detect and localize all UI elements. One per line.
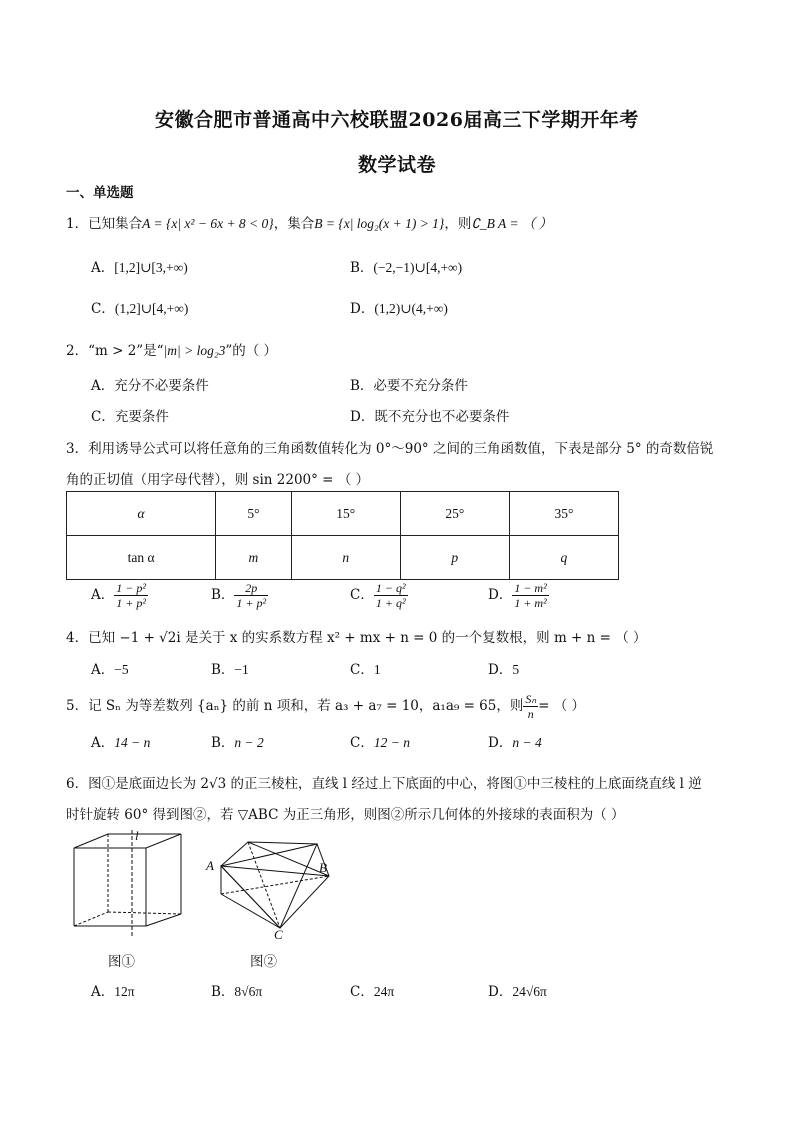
fraction-numerator: Sₙ	[525, 692, 537, 706]
solid-edge	[221, 894, 280, 928]
option-label: B．	[350, 378, 374, 394]
option-a	[91, 658, 129, 678]
option-label: C．	[91, 301, 115, 317]
option-value: 14 − n	[114, 735, 151, 750]
table-row	[67, 492, 619, 536]
option-label: D．	[488, 662, 513, 678]
question-number: 6．	[66, 776, 89, 792]
question-6	[66, 772, 702, 792]
option-value: n − 4	[512, 735, 542, 750]
option-label: C．	[350, 662, 374, 678]
option-label: B．	[211, 662, 235, 678]
set-a-expression: A = {x| x² − 6x + 8 < 0}	[142, 216, 274, 231]
prism-hidden-edge	[108, 912, 181, 914]
set-b-expression: B = {x| log₂(x + 1) > 1}	[314, 216, 445, 231]
option-value: −1	[234, 662, 249, 677]
question-number: 3．	[66, 441, 89, 457]
option-a	[91, 374, 209, 394]
point-b-label: B	[319, 860, 327, 875]
option-fraction	[234, 581, 268, 610]
fraction-denominator: 1 + p²	[116, 596, 146, 610]
sn-over-n-fraction	[523, 692, 538, 721]
table-cell: 35°	[509, 492, 618, 536]
option-b	[350, 374, 468, 394]
option-value: 24√6π	[512, 984, 547, 999]
complement-expression: ∁_B A = （ ）	[471, 216, 553, 231]
question-text: “m > 2”是“	[88, 343, 164, 359]
option-c	[350, 658, 381, 678]
option-value: 5	[512, 662, 520, 677]
option-a	[91, 256, 188, 276]
prism-hidden-edge	[74, 912, 108, 926]
option-label: A．	[91, 587, 115, 603]
option-value: 1	[373, 662, 381, 677]
option-a	[91, 980, 135, 1000]
prism-top-face	[74, 834, 181, 848]
table-cell: 15°	[291, 492, 400, 536]
condition-expression: |m| > log₂3	[163, 343, 226, 358]
option-value: 8√6π	[234, 984, 263, 999]
fraction-denominator: 1 + q²	[375, 596, 406, 610]
question-text: 记 Sₙ 为等差数列 {aₙ} 的前 n 项和，若 a₃ + a₇ = 10，a₁a₉ = 65，则	[88, 698, 524, 714]
option-a	[91, 731, 150, 751]
option-d	[488, 658, 519, 678]
option-label: D．	[488, 587, 513, 603]
option-value: 充分不必要条件	[114, 378, 209, 394]
option-value: [1,2]∪[3,+∞)	[114, 260, 188, 275]
table-cell: 5°	[216, 492, 291, 536]
question-5	[66, 692, 585, 721]
option-label: A．	[91, 378, 115, 394]
option-label: B．	[350, 260, 374, 276]
option-d	[350, 297, 448, 317]
section-heading: 一、单选题	[66, 185, 134, 201]
question-text: ，则	[444, 216, 472, 232]
option-value: 24π	[373, 984, 395, 999]
table-cell: p	[400, 536, 509, 580]
fraction-denominator: 1 + m²	[514, 596, 547, 610]
question-text: ”的（ ）	[225, 343, 278, 359]
solid-edge	[248, 842, 329, 876]
question-number: 4．	[66, 630, 89, 646]
fraction-numerator: 1 − m²	[514, 581, 547, 595]
option-b	[350, 256, 462, 276]
page-subtitle: 数学试卷	[357, 154, 436, 176]
option-label: D．	[488, 984, 513, 1000]
fraction-numerator: 2p	[234, 581, 268, 596]
option-b	[211, 658, 249, 678]
option-d	[488, 731, 542, 751]
figure-1-prism	[66, 830, 196, 948]
figure-2-caption: 图②	[250, 954, 277, 970]
question-number: 1．	[66, 216, 89, 232]
option-label: A．	[91, 984, 115, 1000]
option-b	[211, 980, 262, 1000]
question-text: = （ ）	[538, 698, 586, 714]
table-row	[67, 536, 619, 580]
page-title: 安徽合肥市普通高中六校联盟2026届高三下学期开年考	[155, 109, 639, 131]
question-6-line2: 时针旋转 60° 得到图②，若 ▽ABC 为正三角形，则图②所示几何体的外接球的表面积为（ ）	[66, 807, 625, 823]
question-3	[66, 437, 713, 457]
figure-1-caption: 图①	[108, 954, 135, 970]
fraction-denominator: n	[527, 707, 534, 721]
table-cell: n	[291, 536, 400, 580]
question-text: 已知集合	[88, 216, 143, 232]
table-cell: tan α	[67, 536, 216, 580]
option-c	[350, 581, 408, 610]
question-number: 2．	[66, 343, 89, 359]
option-label: A．	[91, 260, 115, 276]
option-label: C．	[350, 587, 374, 603]
option-value: 12 − n	[373, 735, 410, 750]
prism-edge	[146, 914, 181, 926]
triangle-abc	[221, 844, 317, 928]
option-value: n − 2	[234, 735, 264, 750]
question-text: 利用诱导公式可以将任意角的三角函数值转化为 0°～90° 之间的三角函数值，下表是部分 5° 的奇数倍锐	[88, 441, 714, 457]
option-value: −5	[114, 662, 129, 677]
solid-hidden-edge	[221, 876, 329, 894]
fraction-numerator: 1 − p²	[116, 581, 146, 595]
option-value: 12π	[114, 984, 135, 999]
question-1	[66, 212, 552, 232]
option-c	[91, 405, 169, 425]
point-a-label: A	[206, 858, 214, 873]
solid-edge	[221, 866, 329, 876]
option-c	[350, 980, 394, 1000]
option-label: D．	[350, 409, 375, 425]
option-fraction	[114, 581, 148, 610]
option-label: B．	[211, 587, 235, 603]
table-cell: m	[216, 536, 291, 580]
question-4	[66, 626, 647, 646]
question-2	[66, 339, 277, 359]
option-label: C．	[91, 409, 115, 425]
option-label: A．	[91, 735, 115, 751]
option-value: 必要不充分条件	[373, 378, 468, 394]
table-cell: α	[67, 492, 216, 536]
option-value: (−2,−1)∪[4,+∞)	[373, 260, 463, 275]
question-text: 已知 −1 + √2i 是关于 x 的实系数方程 x² + mx + n = 0 的一个复数根，则 m + n = （ ）	[88, 630, 647, 646]
figure-2-solid	[204, 836, 344, 940]
option-value: (1,2]∪[4,+∞)	[114, 301, 189, 316]
fraction-denominator: 1 + p²	[236, 596, 267, 610]
table-cell: q	[509, 536, 618, 580]
question-text: ，集合	[273, 216, 315, 232]
option-fraction	[512, 581, 548, 610]
option-label: C．	[350, 984, 374, 1000]
option-value: 既不充分也不必要条件	[374, 409, 510, 425]
option-label: A．	[91, 662, 115, 678]
option-c	[350, 731, 410, 751]
question-3-line2: 角的正切值（用字母代替），则 sin 2200° = （ ）	[66, 472, 370, 488]
option-label: D．	[350, 301, 375, 317]
option-fraction	[374, 581, 408, 610]
option-label: D．	[488, 735, 513, 751]
option-c	[91, 297, 188, 317]
option-b	[211, 581, 268, 610]
option-label: B．	[211, 735, 235, 751]
option-d	[350, 405, 509, 425]
question-number: 5．	[66, 698, 89, 714]
point-c-label: C	[274, 927, 283, 940]
option-label: C．	[350, 735, 374, 751]
solid-hidden-edge	[248, 842, 280, 928]
option-value: (1,2)∪(4,+∞)	[374, 301, 448, 316]
option-d	[488, 581, 549, 610]
option-value: 充要条件	[114, 409, 169, 425]
table-cell: 25°	[400, 492, 509, 536]
tangent-table	[66, 491, 619, 580]
option-a	[91, 581, 148, 610]
fraction-numerator: 1 − q²	[375, 581, 406, 595]
axis-l-label: l	[135, 830, 139, 843]
option-d	[488, 980, 547, 1000]
option-b	[211, 731, 264, 751]
option-label: B．	[211, 984, 235, 1000]
question-text: 图①是底面边长为 2√3 的正三棱柱，直线 l 经过上下底面的中心，将图①中三棱柱的上底面绕直线 l 逆	[88, 776, 702, 792]
